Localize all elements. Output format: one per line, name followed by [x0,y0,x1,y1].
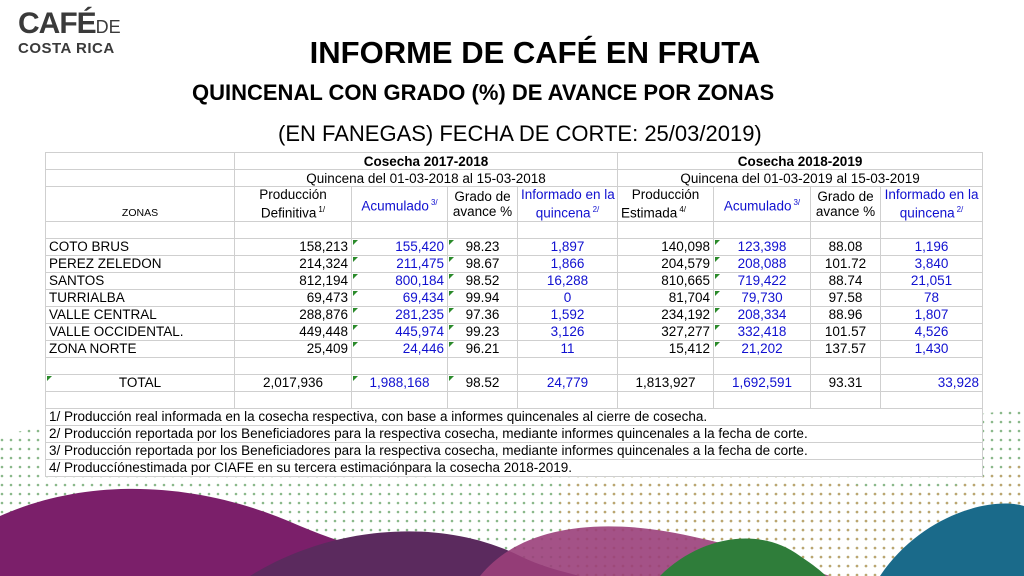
total-acumulado-2019: 1,692,591 [714,374,811,391]
header-empty-cell [46,153,235,170]
cell-acumulado-2018: 800,184 [352,272,448,289]
cell-acumulado-2019: 79,730 [714,289,811,306]
cell-informado-quincena-2018: 3,126 [518,323,618,340]
cell-acumulado-2018: 445,974 [352,323,448,340]
header-grado-line1: Grado de [817,188,874,204]
header-acumulado-text: Acumulado [361,198,429,213]
total-acumulado-2018: 1,988,168 [352,374,448,391]
total-produccion-estimada: 1,813,927 [618,374,714,391]
cell-informado-quincena-2019: 21,051 [881,272,983,289]
zone-row [46,272,983,289]
header-quincena-line2: quincena [899,205,955,221]
cell-informado-quincena-2019: 4,526 [881,323,983,340]
cell-produccion-estimada: 204,579 [618,255,714,272]
zone-row [46,306,983,323]
cell-informado-quincena-2018: 1,592 [518,306,618,323]
cell-acumulado-2018: 69,434 [352,289,448,306]
total-informado-quincena-2019: 33,928 [881,374,983,391]
header-produccion-line1: Producción [631,187,700,202]
cell-grado-avance-2019: 88.74 [811,272,881,289]
footnote-ref: 4/ [679,205,686,214]
zone-row [46,238,983,255]
header-acumulado-2 [714,187,811,222]
cell-grado-avance-2018: 98.67 [448,255,518,272]
cell-grado-avance-2019: 88.08 [811,238,881,255]
header-period-2018: Quincena del 01-03-2018 al 15-03-2018 [235,170,618,187]
header-informado-quincena-1 [518,187,618,222]
cell-produccion-definitiva: 214,324 [235,255,352,272]
spacer-row [46,391,983,408]
cell-acumulado-2019: 21,202 [714,340,811,357]
header-informado-line1: Informado en la [521,187,615,202]
cell-grado-avance-2018: 99.94 [448,289,518,306]
cell-acumulado-2019: 208,334 [714,306,811,323]
total-produccion-definitiva: 2,017,936 [235,374,352,391]
cell-grado-avance-2018: 96.21 [448,340,518,357]
footnote-row [46,408,983,425]
cell-produccion-definitiva: 449,448 [235,323,352,340]
footnote-row [46,442,983,459]
page-subtitle: QUINCENAL CON GRADO (%) DE AVANCE POR ZONAS [192,80,775,105]
header-definitiva-line2: Definitiva [260,205,317,221]
spacer-row [46,357,983,374]
footnote-text: 3/ Producción reportada por los Beneficiadores para la respectiva cosecha, mediante informes quincenales a la fecha de corte. [46,442,983,459]
cell-acumulado-2018: 281,235 [352,306,448,323]
cell-produccion-estimada: 234,192 [618,306,714,323]
total-grado-avance-2019: 93.31 [811,374,881,391]
footnote-ref: 2/ [956,205,964,214]
cell-zone-name: COTO BRUS [46,238,235,255]
cell-informado-quincena-2018: 1,866 [518,255,618,272]
cell-acumulado-2019: 208,088 [714,255,811,272]
header-harvest-2018-2019: Cosecha 2018-2019 [618,153,983,170]
cell-produccion-definitiva: 25,409 [235,340,352,357]
cell-produccion-definitiva: 69,473 [235,289,352,306]
cell-produccion-estimada: 810,665 [618,272,714,289]
page-title [0,36,1024,70]
header-columns-row [46,187,983,222]
header-zonas: ZONAS [46,187,235,222]
cell-produccion-estimada: 140,098 [618,238,714,255]
cell-grado-avance-2019: 101.72 [811,255,881,272]
footnote-ref: 1/ [318,205,326,214]
header-harvest-2017-2018: Cosecha 2017-2018 [235,153,618,170]
header-quincena-line2: quincena [535,205,591,221]
logo-text-costa-rica: COSTA RICA [18,40,115,57]
cell-produccion-definitiva: 812,194 [235,272,352,289]
cell-informado-quincena-2018: 11 [518,340,618,357]
header-grado-line1: Grado de [454,188,511,204]
cell-informado-quincena-2018: 0 [518,289,618,306]
cell-grado-avance-2018: 98.52 [448,272,518,289]
header-informado-quincena-2 [881,187,983,222]
cell-informado-quincena-2018: 1,897 [518,238,618,255]
footnote-row [46,425,983,442]
cell-grado-avance-2019: 88.96 [811,306,881,323]
footnote-ref: 3/ [430,197,438,207]
cell-informado-quincena-2019: 78 [881,289,983,306]
cell-grado-avance-2019: 97.58 [811,289,881,306]
cell-produccion-estimada: 15,412 [618,340,714,357]
header-period-2019: Quincena del 01-03-2019 al 15-03-2019 [618,170,983,187]
zone-row [46,323,983,340]
cell-produccion-definitiva: 158,213 [235,238,352,255]
page-title-text: INFORME DE CAFÉ EN FRUTA [309,35,761,70]
header-estimada-line2: Estimada [621,205,678,221]
total-grado-avance-2018: 98.52 [448,374,518,391]
cell-informado-quincena-2019: 1,196 [881,238,983,255]
header-empty-cell [46,170,235,187]
header-period-row [46,170,983,187]
header-produccion-definitiva [235,187,352,222]
total-informado-quincena-2018: 24,779 [518,374,618,391]
cell-acumulado-2019: 123,398 [714,238,811,255]
cell-acumulado-2018: 211,475 [352,255,448,272]
header-grado-line2: avance % [815,203,876,219]
header-acumulado-text: Acumulado [723,198,792,213]
cell-acumulado-2018: 155,420 [352,238,448,255]
header-informado-line1: Informado en la [884,187,979,202]
cell-acumulado-2019: 332,418 [714,323,811,340]
cell-informado-quincena-2019: 1,430 [881,340,983,357]
cell-acumulado-2018: 24,446 [352,340,448,357]
total-row [46,374,983,391]
header-harvest-row [46,153,983,170]
header-grado-line2: avance % [452,203,513,219]
header-produccion-line1: Producción [259,187,327,202]
cell-zone-name: VALLE CENTRAL [46,306,235,323]
cell-informado-quincena-2019: 1,807 [881,306,983,323]
zone-row [46,289,983,306]
cell-produccion-estimada: 327,277 [618,323,714,340]
logo-text-cafe: CAFÉ [18,7,96,40]
cell-grado-avance-2018: 98.23 [448,238,518,255]
header-grado-avance-1 [448,187,518,222]
header-acumulado-1 [352,187,448,222]
zone-row [46,255,983,272]
cell-zone-name: SANTOS [46,272,235,289]
cell-zone-name: TURRIALBA [46,289,235,306]
cell-grado-avance-2019: 101.57 [811,323,881,340]
zone-row [46,340,983,357]
footnote-text: 4/ Produccíónestimada por CIAFE en su tercera estimaciónpara la cosecha 2018-2019. [46,459,983,476]
cell-informado-quincena-2019: 3,840 [881,255,983,272]
cell-produccion-estimada: 81,704 [618,289,714,306]
cell-zone-name: PEREZ ZELEDON [46,255,235,272]
harvest-report-table [45,152,983,477]
spacer-row [46,221,983,238]
footnote-ref: 2/ [592,205,600,214]
cut-date-line: (EN FANEGAS) FECHA DE CORTE: 25/03/2019) [278,121,762,146]
cell-zone-name: VALLE OCCIDENTAL. [46,323,235,340]
total-label: TOTAL [46,374,235,391]
footnote-text: 1/ Producción real informada en la cosecha respectiva, con base a informes quincenales al cierre de cosecha. [46,408,983,425]
cell-grado-avance-2019: 137.57 [811,340,881,357]
cell-grado-avance-2018: 97.36 [448,306,518,323]
cell-grado-avance-2018: 99.23 [448,323,518,340]
header-produccion-estimada [618,187,714,222]
logo-text-de: DE [95,17,121,37]
cell-produccion-definitiva: 288,876 [235,306,352,323]
cell-zone-name: ZONA NORTE [46,340,235,357]
cell-informado-quincena-2018: 16,288 [518,272,618,289]
cell-acumulado-2019: 719,422 [714,272,811,289]
footnote-text: 2/ Producción reportada por los Beneficiadores para la respectiva cosecha, mediante informes quincenales a la fecha de corte. [46,425,983,442]
footnote-row [46,459,983,476]
header-grado-avance-2 [811,187,881,222]
footnote-ref: 3/ [793,197,801,207]
